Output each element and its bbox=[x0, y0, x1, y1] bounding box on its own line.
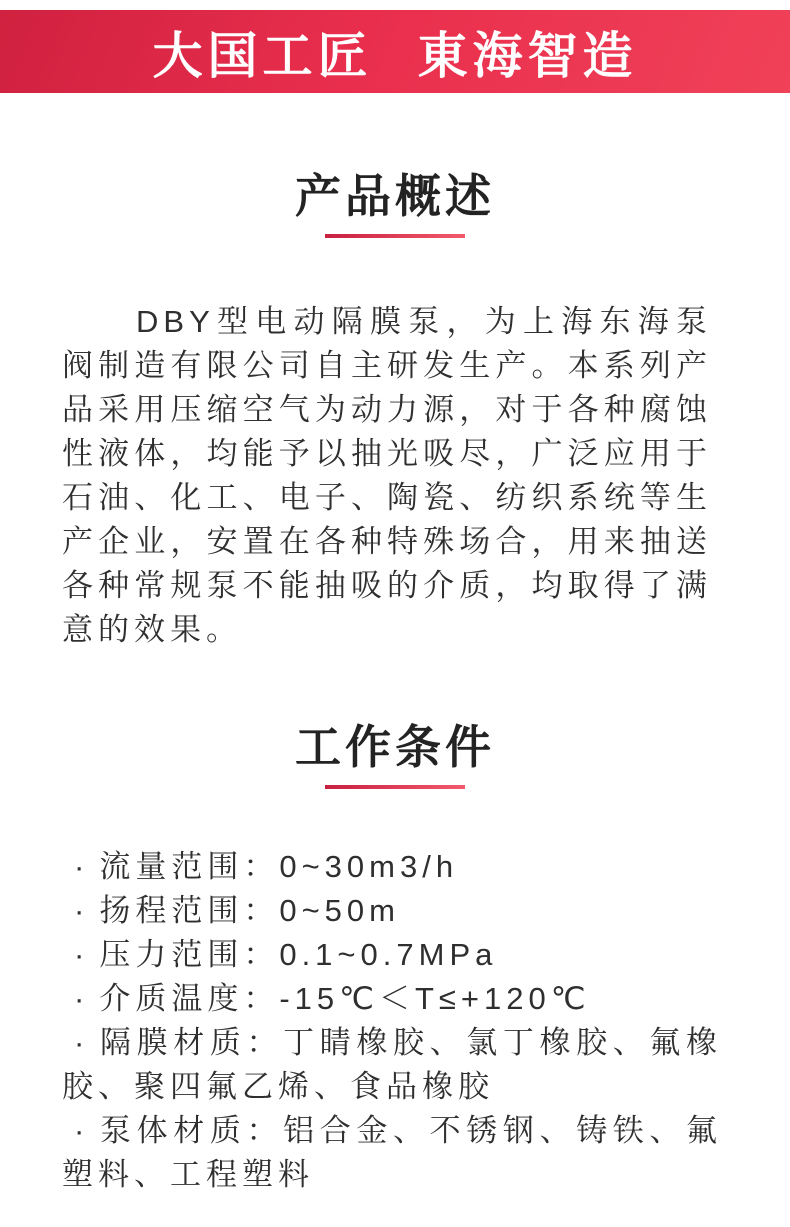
condition-text: 隔膜材质：丁睛橡胶、氯丁橡胶、氟橡胶、聚四氟乙烯、食品橡胶 bbox=[62, 1025, 722, 1104]
bullet-icon: · bbox=[74, 849, 90, 884]
bullet-icon: · bbox=[74, 893, 90, 928]
list-item bbox=[62, 889, 722, 933]
conditions-list bbox=[62, 845, 722, 1197]
banner-title: 大国工匠 東海智造 bbox=[152, 27, 638, 84]
overview-paragraph: DBY型电动隔膜泵，为上海东海泵阀制造有限公司自主研发生产。本系列产品采用压缩空气为动力源，对于各种腐蚀性液体，均能予以抽光吸尽，广泛应用于石油、化工、电子、陶瓷、纺织系统等生产企业，安置在各种特殊场合，用来抽送各种常规泵不能抽吸的介质，均取得了满意的效果。 bbox=[62, 304, 712, 647]
condition-text: 泵体材质：铝合金、不锈钢、铸铁、氟塑料、工程塑料 bbox=[62, 1113, 722, 1192]
condition-text: 扬程范围：0~50m bbox=[99, 893, 400, 928]
conditions-title-underline bbox=[325, 785, 465, 789]
bullet-icon: · bbox=[74, 1113, 90, 1148]
bullet-icon: · bbox=[74, 937, 90, 972]
page bbox=[0, 10, 790, 1227]
bullet-icon: · bbox=[74, 981, 90, 1016]
section-overview bbox=[0, 170, 790, 652]
list-item bbox=[62, 1021, 722, 1109]
condition-text: 流量范围：0~30m3/h bbox=[99, 849, 459, 884]
section-working-conditions bbox=[0, 721, 790, 1197]
top-banner bbox=[0, 10, 790, 93]
bullet-icon: · bbox=[74, 1025, 90, 1060]
condition-text: 介质温度：-15℃＜T≤+120℃ bbox=[99, 981, 591, 1016]
list-item bbox=[62, 977, 722, 1021]
overview-title-underline bbox=[325, 234, 465, 238]
overview-section-title: 产品概述 bbox=[295, 170, 495, 222]
list-item bbox=[62, 933, 722, 977]
list-item bbox=[62, 845, 722, 889]
condition-text: 压力范围：0.1~0.7MPa bbox=[99, 937, 498, 972]
conditions-section-title: 工作条件 bbox=[295, 721, 495, 773]
list-item bbox=[62, 1109, 722, 1197]
